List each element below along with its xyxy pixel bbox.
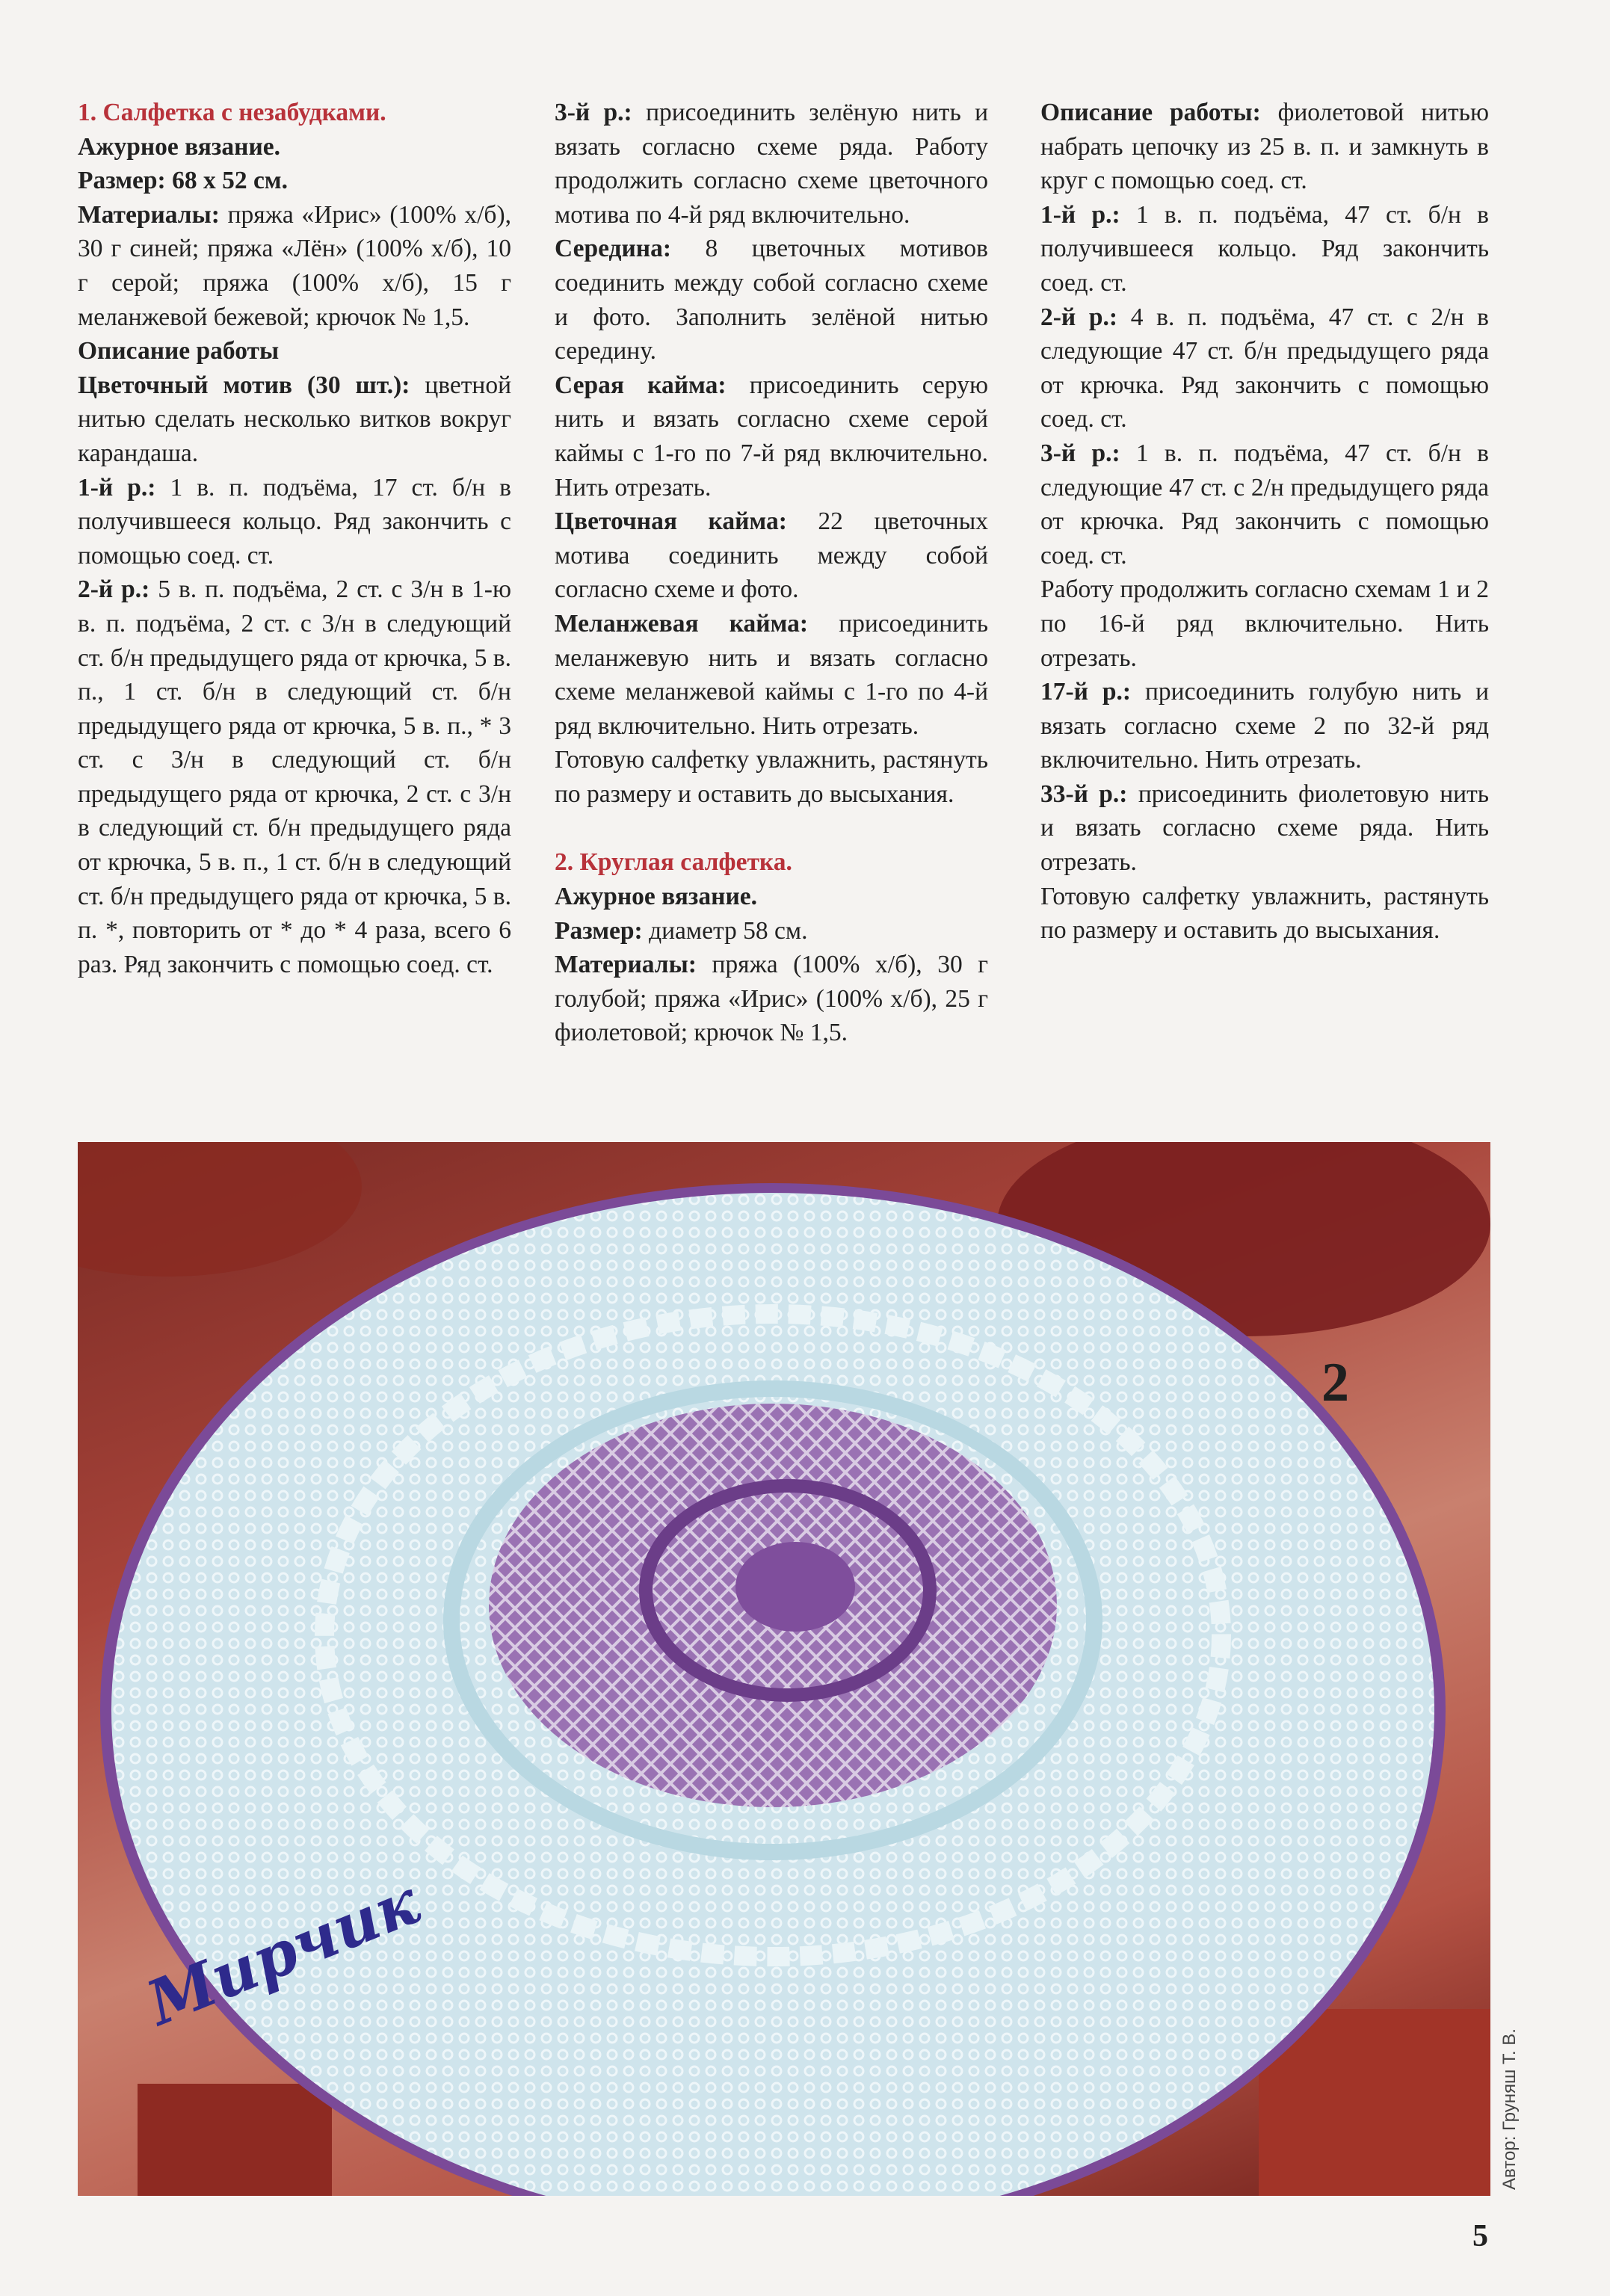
author-credit: Автор: Груняш Т. В.	[1499, 2028, 1520, 2190]
article1-middle-label: Середина:	[555, 235, 671, 263]
article2-title: 2. Круглая салфетка.	[555, 848, 792, 877]
article1-row2-label: 2-й р.:	[78, 575, 150, 604]
article1-row3-label: 3-й р.:	[555, 99, 632, 126]
article1-row1-text: 1 в. п. подъёма, 17 ст. б/н в получившееся кольцо. Ряд закончить с помощью соед. ст.	[78, 473, 512, 570]
article2-row17-text: присоединить голубую нить и вязать согласно схеме 2 по 32-й ряд включительно. Нить отрезать.	[1040, 678, 1490, 774]
column-3	[1040, 96, 1489, 948]
article2-row3-text: 1 в. п. подъёма, 47 ст. б/н в следующие 47 ст. с 2/н предыдущего ряда от крючка. Ряд закончить с помощью соед. ст.	[1040, 439, 1489, 570]
page-number: 5	[1472, 2219, 1488, 2253]
article1-flower-label: Цветочная кайма:	[555, 507, 787, 536]
watermark-signature: Мирчик	[138, 1866, 429, 2040]
fabric-shape	[78, 1142, 362, 1277]
article2-description-text: фиолетовой нитью набрать цепочку из 25 в. п. и замкнуть в круг с помощью соед. ст.	[1040, 99, 1489, 195]
article1-materials-value: пряжа «Ирис» (100% х/б), 30 г синей; пряжа «Лён» (100% х/б), 10 г серой; пряжа (100% х/б), 15 г меланжевой бежевой; крючок № 1,5.	[78, 200, 511, 331]
article1-flower-text: 22 цветочных мотива соединить между собой согласно схеме и фото.	[555, 507, 988, 604]
article1-middle-text: 8 цветочных мотивов соединить между собой согласно схеме и фото. Заполнить зелёной нитью середину.	[555, 235, 988, 365]
article2-materials-value: пряжа (100% х/б), 30 г голубой; пряжа «Ирис» (100% х/б), 25 г фиолетовой; крючок № 1,5.	[555, 951, 988, 1047]
article1-grey-text: присоединить серую нить и вязать согласно схеме серой каймы с 1-го по 7-й ряд включительно. Нить отрезать.	[555, 371, 988, 502]
article1-row2-text: 5 в. п. подъёма, 2 ст. с 3/н в 1-ю в. п. подъёма, 2 ст. с 3/н в следующий ст. б/н предыдущего ряда от крючка, 5 в. п., 1 ст. б/н в следующий ст. б/н предыдущего ряда от крючка, 5 в. п., * 3 ст. с 3/н в следующий ст. б/н предыдущего ряда от крючка, 2 ст. с 3/н в следующий ст. б/н предыдущего ряда от крючка, 5 в. п., 1 ст. б/н в следующий ст. б/н предыдущего ряда от крючка, 5 в. п. *, повторить от * до * 4 раза, всего 6 раз. Ряд закончить с помощью соед. ст.	[78, 575, 511, 978]
article2-row3-label: 3-й р.:	[1040, 439, 1120, 467]
doily-photo	[78, 1142, 1490, 2196]
doily-center	[735, 1542, 855, 1632]
article2-row33-text: присоединить фиолетовую нить и вязать согласно схеме ряда. Нить отрезать.	[1040, 780, 1489, 877]
article2-materials-label: Материалы:	[555, 951, 697, 979]
article2-size-label: Размер:	[555, 916, 643, 945]
article1-motif-text: цветной нитью сделать несколько витков вокруг карандаша.	[78, 371, 511, 467]
article1-title: 1. Салфетка с незабудками.	[78, 99, 386, 126]
article1-motif-label: Цветочный мотив (30 шт.):	[78, 371, 410, 399]
article2-continue-text: Работу продолжить согласно схемам 1 и 2 по 16-й ряд включительно. Нить отрезать.	[1040, 575, 1489, 672]
article1-melange-text: присоединить меланжевую нить и вязать согласно схеме меланжевой каймы с 1-го по 4-й ряд включительно. Нить отрезать.	[555, 609, 989, 740]
article2-row1-text: 1 в. п. подъёма, 47 ст. б/н в получившееся кольцо. Ряд закончить соед. ст.	[1040, 200, 1489, 297]
article1-size-value: 68 х 52 см.	[172, 167, 288, 195]
article2-technique: Ажурное вязание.	[555, 883, 757, 911]
article2-row1-label: 1-й р.:	[1040, 200, 1120, 229]
article2-finish-text: Готовую салфетку увлажнить, растянуть по размеру и оставить до высыхания.	[1040, 882, 1489, 945]
article2-row17-label: 17-й р.:	[1040, 678, 1132, 706]
fabric-shape	[138, 2084, 332, 2196]
article1-row3-text: присоединить зелёную нить и вязать согласно схеме ряда. Работу продолжить согласно схеме цветочного мотива по 4-й ряд включительно.	[555, 99, 988, 229]
column-2	[555, 96, 988, 1050]
doily-illustration	[78, 1142, 1490, 2196]
article2-size-value: диаметр 58 см.	[649, 916, 808, 945]
article2-row2-label: 2-й р.:	[1040, 303, 1118, 331]
article1-row1-label: 1-й р.:	[78, 473, 156, 502]
article1-finish-text: Готовую салфетку увлажнить, растянуть по размеру и оставить до высыхания.	[555, 746, 988, 808]
column-1	[78, 96, 511, 981]
article2-row2-text: 4 в. п. подъёма, 47 ст. с 2/н в следующие 47 ст. б/н предыдущего ряда от крючка. Ряд закончить с помощью соед. ст.	[1040, 303, 1490, 433]
article2-description-label: Описание работы:	[1040, 99, 1261, 126]
article1-size-label: Размер:	[78, 167, 166, 195]
article1-technique: Ажурное вязание.	[78, 132, 280, 161]
article1-grey-label: Серая кайма:	[555, 371, 727, 399]
photo-number: 2	[1321, 1352, 1349, 1413]
article1-melange-label: Меланжевая кайма:	[555, 609, 809, 638]
article1-materials-label: Материалы:	[78, 200, 220, 229]
article2-row33-label: 33-й р.:	[1040, 780, 1128, 808]
article1-description-heading: Описание работы	[78, 337, 280, 365]
